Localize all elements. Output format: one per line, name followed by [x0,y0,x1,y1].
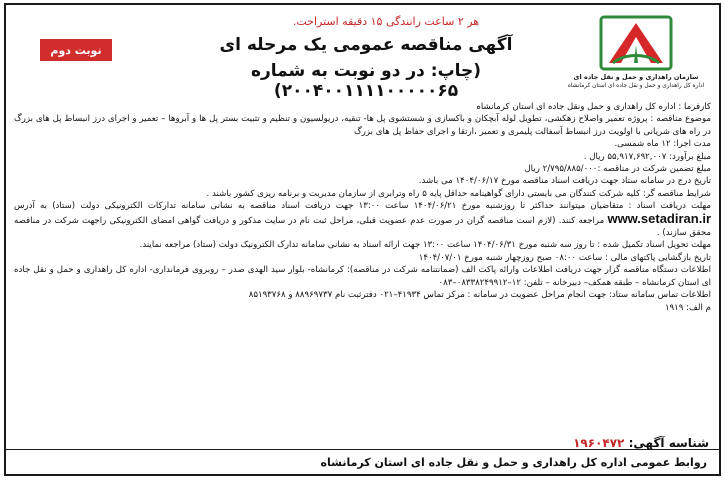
notice-subtitle: (چاپ: در دو نوبت به شماره ۲۰۰۴۰۰۱۱۱۱۰۰۰۰۰۶۵) [250,61,482,101]
ad-identifier [573,436,709,450]
notice-title: آگهی مناقصه عمومی یک مرحله ای [219,35,513,55]
notice-page [4,3,721,476]
contact-info-paragraph: اطلاعات دستگاه مناقصه گزار جهت دریافت اطلاعات وارائه پاکت الف (ضمانتنامه شرکت در مناقصه): کرمانشاه- بلوار سید الهدی صدر – روبروی فرمانداری- اداره کل راهداری و حمل و نقل جاده ای استان کرمانشاه – طبقه همکف– دبیرخانه – تلفن: ۱۲–۰۸۳۳۸۲۴۹۹۱۲–۰۸۳ [14,265,711,288]
safety-note: هر ۲ ساعت رانندگی ۱۵ دقیقه استراحت. [292,15,480,28]
deadline-receive-text-2: مراجعه کنند. (لازم است مناقصه گران در صورت عدم عضویت قبلی، مراحل ثبت نام در سایت مذکور و دریافت گواهی امضای الکترونیکی راجهت شرکت در مناقصه محقق سازند) . [14,215,711,239]
opening-date-line: تاریخ بازگشایی پاکتهای مالی : ساعت ۰۸:۰۰ صبح روزچهار شنبه مورخ ۱۴۰۴/۰۷/۰۱ [418,252,711,263]
deadline-receive-paragraph [14,200,711,239]
deadline-receive-text: مهلت دریافت اسناد : متقاضیان میتوانند حداکثر تا روزشنبه مورخ ۱۴۰۴/۰۶/۲۱ ساعت ۱۳:۰۰ جهت دریافت اسناد مناقصه به نشانی سامانه تدارکات الکترونیکی دولت (ستاد) به آدرس [14,201,711,212]
road-administration-logo-icon [599,15,673,71]
notice-body [14,101,711,314]
employer-line: کارفرما : اداره کل راهداری و حمل ونقل جاده ای استان کرمانشاه [476,102,711,112]
subject-paragraph: موضوع مناقصه : پروژه تعمیر واصلاح زهکشی، تطویل لوله آبچکان و باکسازی و شستشوی پل ها- تنقیه، دریولسیون و تنظیم و تثبیت بستر پل ها و آبروها – تعمیر و اجرای درز انبساط پل های بزرگ در راه های شریانی با اولویت درز انبساط آسفالت پلیمری و تعمیر ،ارتقا و اجرای حفاظ پل های بزرگ [14,114,711,137]
ad-identifier-number: ۱۹۶۰۴۷۲ [573,436,625,450]
conditions-line: شرایط مناقصه گر: کلیه شرکت کنندگان می بایستی دارای گواهینامه حداقل پایه ۵ راه وترابری از سازمان مدیریت و برنامه ریزی کشور باشند . [206,188,711,199]
footer-signature: روابط عمومی اداره کل راهداری و حمل و نقل جاده ای استان کرمانشاه [6,449,719,474]
guarantee-line: مبلغ تضمین شرکت در مناقصه :۲/۷۹۵/۸۸۵/۰۰۰ ریال [524,164,711,175]
deadline-submit-line: مهلت تحویل اسناد تکمیل شده : تا روز سه شنبه مورخ ۱۴۰۴/۰۶/۳۱ ساعت ۱۳:۰۰ جهت ارائه اسناد به نشانی سامانه تدارک الکترونیک دولت (ستاد) مراجعه نمایند. [139,240,711,251]
setad-url-link[interactable]: www.setadiran.ir [607,210,712,226]
support-line: اطلاعات تماس سامانه ستاد: جهت انجام مراحل عضویت در سامانه : مرکز تماس ۴۱۹۳۴–۰۲۱ دفترثبت نام ۸۸۹۶۹۷۳۷ و ۸۵۱۹۳۷۶۸ [248,290,711,301]
organization-logo [561,15,711,107]
publication-badge: نوبت دوم [40,39,112,61]
ad-identifier-label: شناسه آگهی: [628,436,709,450]
duration-line: مدت اجرا: ۱۲ ماه شمسی. [614,139,711,150]
doc-date-line: تاریخ درج در سامانه ستاد جهت دریافت اسناد مناقصه مورخ ۱۴۰۴/۰۶/۱۷ می باشد. [418,176,711,187]
mf-line: م الف: ۱۹۱۹ [664,302,711,313]
department-name: اداره کل راهداری و حمل و نقل جاده ای استان کرمانشاه [567,83,705,89]
estimate-line: مبلغ برآورد: ۵۵,۹۱۷,۶۹۲,۰۰۷ ریال . [583,151,711,162]
organization-name: سازمان راهداری و حمل و نقل جاده ای [573,73,699,81]
